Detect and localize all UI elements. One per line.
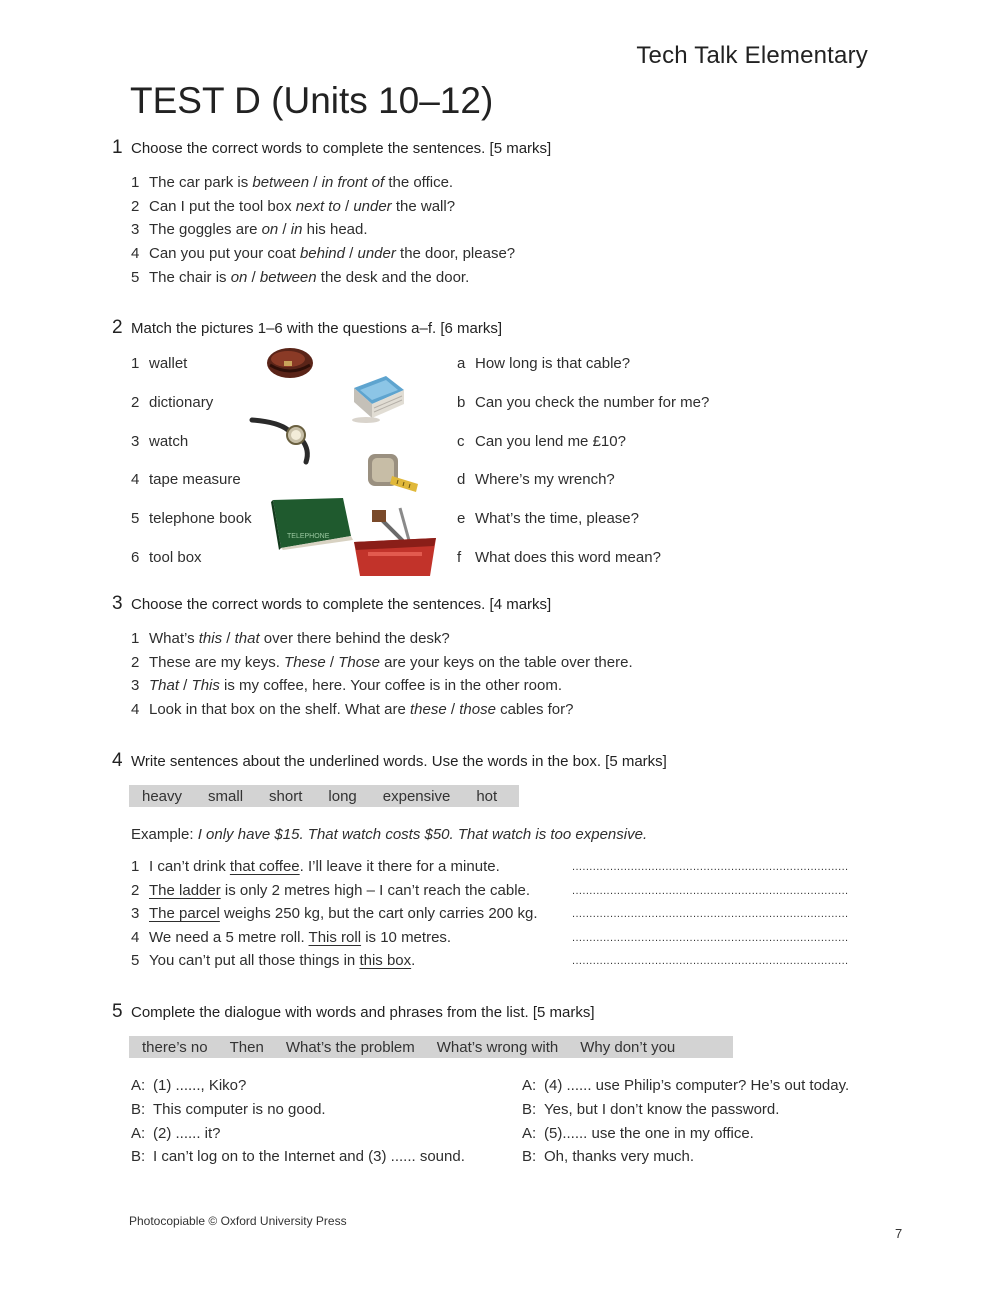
section-4-number: 4 — [112, 750, 123, 771]
sentence-end: is my coffee, here. Your coffee is in the other room. — [219, 677, 563, 695]
speaker-label: B: — [131, 1148, 146, 1166]
sentence-end: is 10 metres. — [361, 928, 452, 946]
underlined-words: The ladder — [149, 881, 221, 899]
writing-item — [131, 905, 538, 922]
question-item — [457, 433, 626, 450]
vocabulary-item — [131, 471, 241, 488]
option-b: under — [357, 245, 396, 263]
item-letter: f — [457, 549, 462, 566]
word-box-item: small — [208, 787, 244, 805]
option-b: that — [234, 630, 260, 647]
watch-picture — [248, 414, 320, 466]
item-number: 4 — [131, 928, 140, 946]
underlined-words: this box — [359, 952, 412, 970]
writing-item — [131, 858, 500, 875]
dialogue-line — [131, 1077, 246, 1094]
sentence-end: the office. — [384, 174, 454, 191]
dialogue-text: (1) ......, Kiko? — [153, 1077, 247, 1094]
word-box-item: What’s wrong with — [436, 1038, 559, 1056]
question-text: What’s the time, please? — [475, 510, 639, 528]
item-number: 1 — [131, 174, 140, 191]
word-box-item: What’s the problem — [285, 1038, 415, 1056]
sentence-end: . I’ll leave it there for a minute. — [299, 858, 500, 875]
sentence-item — [131, 174, 453, 191]
question-item — [457, 355, 630, 372]
option-a: next to — [295, 197, 341, 215]
section-1-heading: Choose the correct words to complete the sentences. [5 marks] — [131, 140, 552, 157]
dialogue-line — [522, 1077, 849, 1094]
sentence-item — [131, 701, 573, 718]
item-number: 2 — [131, 881, 140, 899]
option-separator: / — [278, 221, 291, 239]
item-letter: d — [457, 471, 466, 489]
dialogue-text: This computer is no good. — [153, 1100, 326, 1118]
item-number: 2 — [131, 653, 140, 671]
vocabulary-item — [131, 549, 202, 566]
writing-item — [131, 882, 530, 899]
option-separator: / — [344, 245, 358, 263]
sentence-item — [131, 245, 515, 262]
sentence-end: the door, please? — [395, 245, 516, 263]
word-box-item: Then — [229, 1038, 264, 1056]
sentence-end: weighs 250 kg, but the cart only carries 200 kg. — [219, 905, 538, 923]
speaker-label: B: — [522, 1100, 537, 1118]
dialogue-text: (5)...... use the one in my office. — [544, 1124, 754, 1142]
book-title: Tech Talk Elementary — [636, 42, 868, 69]
underlined-words: The parcel — [149, 905, 220, 923]
section-3-number: 3 — [112, 593, 123, 614]
option-b: under — [353, 197, 392, 215]
speaker-label: A: — [522, 1077, 537, 1094]
dialogue-text: (4) ...... use Philip’s computer? He’s out today. — [544, 1077, 850, 1094]
word-box-item: long — [328, 787, 357, 805]
answer-line: ................................................................................ — [572, 955, 849, 968]
option-separator: / — [446, 701, 460, 719]
option-separator: / — [179, 677, 192, 695]
sentence-item — [131, 269, 469, 286]
option-separator: / — [222, 630, 235, 647]
writing-item — [131, 929, 451, 946]
sentence-start: We need a 5 metre roll. — [149, 928, 309, 946]
speaker-label: B: — [131, 1100, 146, 1118]
sentence-start: The goggles are — [149, 221, 262, 239]
sentence-start: The chair is — [149, 268, 231, 286]
vocabulary-word: wallet — [149, 355, 188, 372]
item-number: 5 — [131, 268, 140, 286]
item-number: 4 — [131, 245, 140, 263]
dialogue-line — [522, 1148, 694, 1165]
sentence-item — [131, 677, 562, 694]
sentence-end: the desk and the door. — [316, 268, 470, 286]
sentence-end: is only 2 metres high – I can’t reach the cable. — [220, 881, 531, 899]
vocabulary-item — [131, 433, 188, 450]
answer-line: ................................................................................ — [572, 861, 849, 873]
sentence-end: the wall? — [391, 197, 456, 215]
sentence-start: Can you put your coat — [149, 245, 300, 263]
item-number: 3 — [131, 905, 140, 923]
dialogue-line — [522, 1125, 754, 1142]
sentence-start: The car park is — [149, 174, 253, 191]
dictionary-picture — [346, 372, 408, 424]
answer-line: ................................................................................ — [572, 908, 849, 921]
section-5-number: 5 — [112, 1001, 123, 1022]
item-letter: b — [457, 393, 466, 411]
option-b: This — [191, 677, 220, 695]
sentence-item — [131, 630, 450, 647]
item-number: 2 — [131, 393, 140, 411]
question-item — [457, 471, 615, 488]
item-number: 1 — [131, 355, 140, 372]
section-3-heading: Choose the correct words to complete the sentences. [4 marks] — [131, 596, 552, 613]
vocabulary-word: tape measure — [149, 471, 241, 489]
dialogue-text: (2) ...... it? — [153, 1124, 221, 1142]
sentence-start: What’s — [149, 630, 199, 647]
section-2-number: 2 — [112, 317, 123, 338]
vocabulary-item — [131, 355, 187, 372]
option-a: these — [410, 701, 447, 719]
section-5-heading: Complete the dialogue with words and phrases from the list. [5 marks] — [131, 1004, 595, 1021]
dialogue-line — [131, 1101, 326, 1118]
item-number: 3 — [131, 432, 140, 450]
item-number: 6 — [131, 549, 140, 566]
copyright-footer: Photocopiable © Oxford University Press — [129, 1214, 347, 1228]
sentence-end: are your keys on the table over there. — [379, 653, 633, 671]
item-number: 5 — [131, 952, 140, 970]
option-b: Those — [338, 653, 380, 671]
sentence-end: over there behind the desk? — [259, 630, 450, 647]
option-b: in — [290, 221, 303, 239]
writing-item — [131, 952, 415, 969]
question-item — [457, 510, 639, 527]
vocabulary-word: dictionary — [149, 393, 214, 411]
sentence-item — [131, 654, 633, 671]
answer-line: ................................................................................ — [572, 931, 849, 944]
option-a: That — [149, 677, 180, 695]
item-letter: e — [457, 510, 466, 528]
question-text: Can you check the number for me? — [475, 393, 710, 411]
question-text: How long is that cable? — [475, 355, 631, 372]
option-a: on — [230, 268, 248, 286]
option-separator: / — [247, 268, 260, 286]
word-box-item: there’s no — [142, 1038, 208, 1056]
page-number: 7 — [895, 1226, 903, 1241]
section-4-example — [131, 826, 647, 843]
item-letter: a — [457, 355, 466, 372]
dialogue-text: Yes, but I don’t know the password. — [544, 1100, 780, 1118]
speaker-label: A: — [131, 1124, 146, 1142]
svg-text:TELEPHONE: TELEPHONE — [287, 533, 330, 540]
item-number: 4 — [131, 471, 140, 489]
dialogue-line — [131, 1125, 221, 1142]
sentence-item — [131, 221, 368, 238]
question-item — [457, 394, 709, 411]
example-label: Example: — [131, 826, 198, 843]
section-4-word-box — [129, 785, 519, 807]
sentence-start: I can’t drink — [149, 858, 230, 875]
sentence-start: Look in that box on the shelf. What are — [149, 701, 410, 719]
section-4-heading: Write sentences about the underlined words. Use the words in the box. [5 marks] — [131, 753, 667, 770]
vocabulary-word: watch — [149, 432, 189, 450]
item-number: 2 — [131, 197, 140, 215]
vocabulary-word: telephone book — [149, 510, 252, 528]
sentence-end: cables for? — [495, 701, 574, 719]
option-a: on — [261, 221, 279, 239]
sentence-start: These are my keys. — [149, 653, 285, 671]
dialogue-line — [131, 1148, 465, 1165]
vocabulary-item — [131, 394, 213, 411]
sentence-end: his head. — [302, 221, 368, 239]
dialogue-text: I can’t log on to the Internet and (3) ...... sound. — [153, 1148, 465, 1166]
item-number: 3 — [131, 677, 140, 695]
item-number: 5 — [131, 510, 140, 528]
item-letter: c — [457, 432, 465, 450]
option-separator: / — [309, 174, 322, 191]
option-b: those — [459, 701, 496, 719]
question-text: Where’s my wrench? — [475, 471, 615, 489]
sentence-start: You can’t put all those things in — [149, 952, 360, 970]
option-b: in front of — [321, 174, 385, 191]
word-box-item: short — [269, 787, 303, 805]
vocabulary-word: tool box — [149, 549, 202, 566]
speaker-label: A: — [131, 1077, 146, 1094]
option-separator: / — [340, 197, 354, 215]
speaker-label: A: — [522, 1124, 537, 1142]
question-text: Can you lend me £10? — [475, 432, 626, 450]
item-number: 3 — [131, 221, 140, 239]
word-box-item: heavy — [142, 787, 183, 805]
item-number: 4 — [131, 701, 140, 719]
option-a: this — [198, 630, 223, 647]
vocabulary-item — [131, 510, 252, 527]
section-1-number: 1 — [112, 137, 123, 158]
tape-measure-picture — [362, 450, 420, 498]
wallet-picture — [264, 343, 316, 383]
example-text: I only have $15. That watch costs $50. That watch is too expensive. — [197, 826, 648, 843]
section-2-heading: Match the pictures 1–6 with the questions a–f. [6 marks] — [131, 320, 503, 337]
option-b: between — [259, 268, 317, 286]
sentence-end: . — [411, 952, 416, 970]
word-box-item: Why don’t you — [580, 1038, 676, 1056]
item-number: 1 — [131, 858, 140, 875]
dialogue-text: Oh, thanks very much. — [544, 1148, 695, 1166]
option-a: These — [284, 653, 326, 671]
sentence-item — [131, 198, 455, 215]
option-a: behind — [299, 245, 345, 263]
question-item — [457, 549, 661, 566]
sentence-start: Can I put the tool box — [149, 197, 296, 215]
telephone-book-picture — [271, 496, 355, 550]
test-title: TEST D (Units 10–12) — [130, 80, 494, 121]
underlined-words: that coffee — [229, 858, 300, 875]
speaker-label: B: — [522, 1148, 537, 1166]
option-separator: / — [325, 653, 339, 671]
word-box-item: expensive — [382, 787, 451, 805]
option-a: between — [252, 174, 310, 191]
underlined-words: This roll — [308, 928, 362, 946]
item-number: 1 — [131, 630, 140, 647]
answer-line: ................................................................................ — [572, 884, 849, 897]
tool-box-picture — [352, 504, 438, 578]
section-5-word-box — [129, 1036, 733, 1058]
dialogue-line — [522, 1101, 779, 1118]
question-text: What does this word mean? — [475, 549, 661, 566]
word-box-item: hot — [476, 787, 498, 805]
